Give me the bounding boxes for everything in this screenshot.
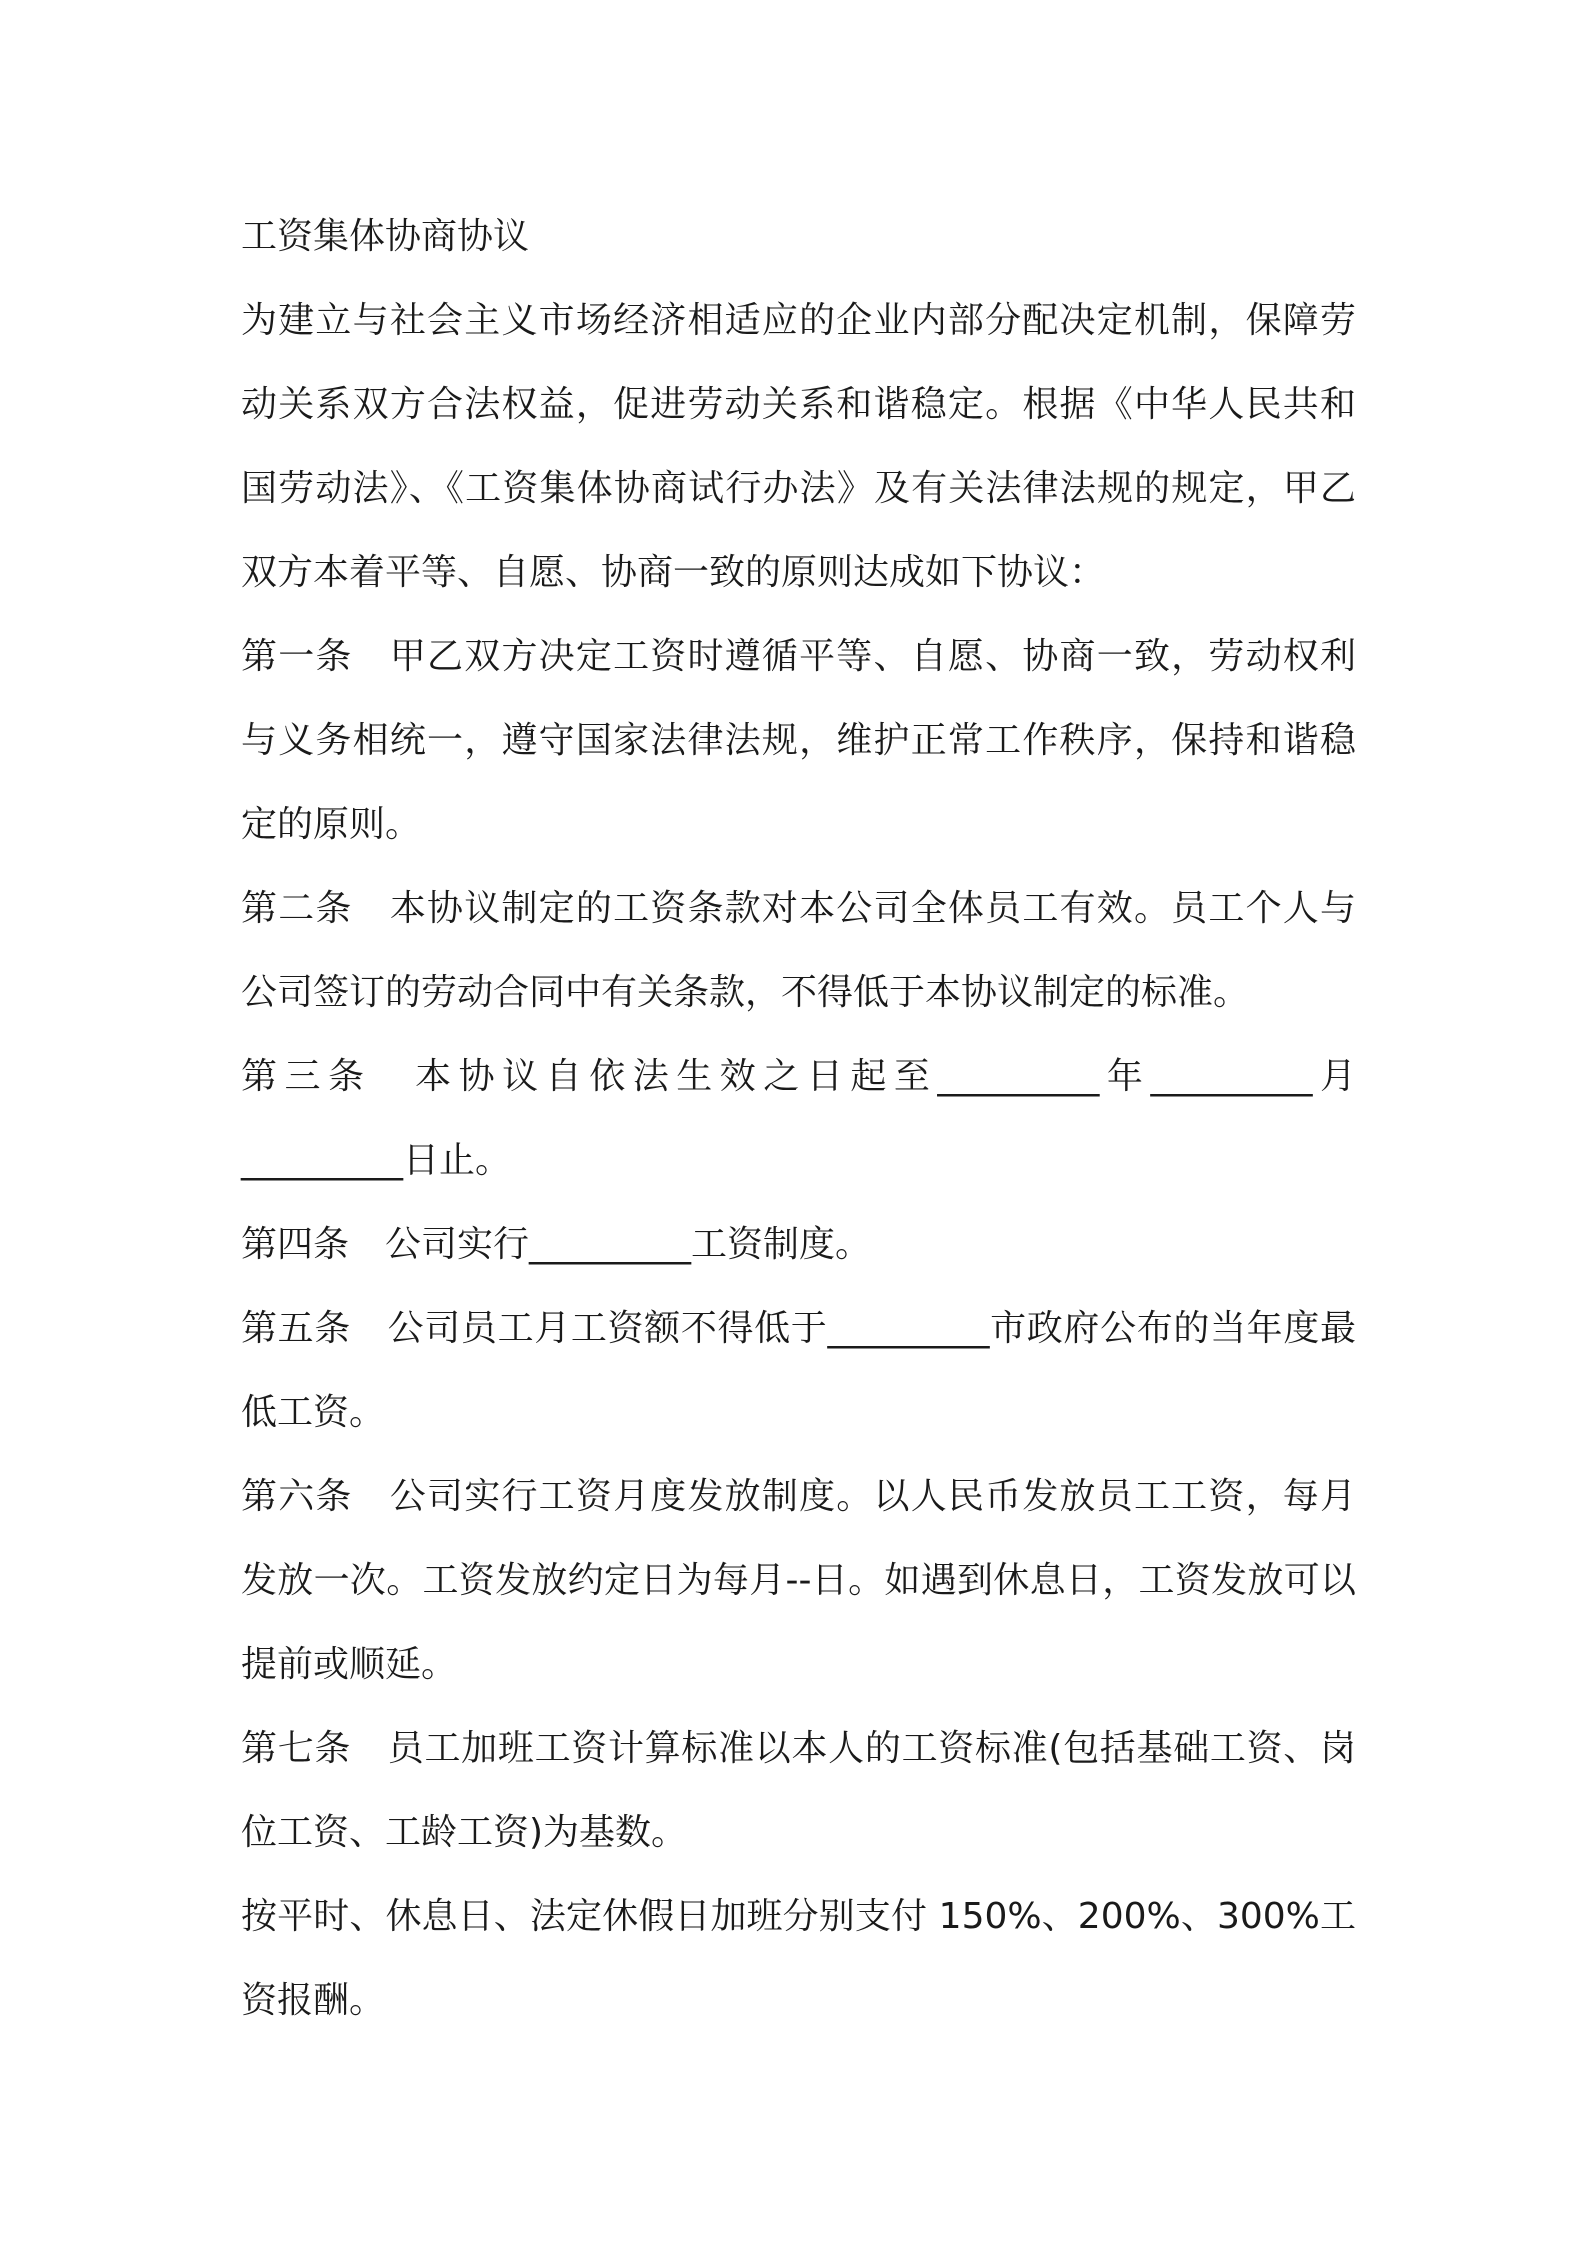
article-6-paragraph: 第六条 公司实行工资月度发放制度。以人民币发放员工工资，每月发放一次。工资发放约定日为每月--日。如遇到休息日，工资发放可以提前或顺延。 <box>241 1476 1356 1685</box>
preamble-paragraph: 为建立与社会主义市场经济相适应的企业内部分配决定机制，保障劳动关系双方合法权益，促进劳动关系和谐稳定。根据《中华人民共和国劳动法》、《工资集体协商试行办法》及有关法律法规的规定，甲乙双方本着平等、自愿、协商一致的原则达成如下协议： <box>241 300 1356 593</box>
article-7-paragraph: 第七条 员工加班工资计算标准以本人的工资标准(包括基础工资、岗位工资、工龄工资)为基数。 <box>241 1728 1356 1853</box>
article-5-paragraph: 第五条 公司员工月工资额不得低于_________市政府公布的当年度最低工资。 <box>241 1308 1356 1433</box>
overtime-rate-paragraph: 按平时、休息日、法定休假日加班分别支付 150%、200%、300%工资报酬。 <box>241 1896 1356 2021</box>
article-4-paragraph: 第四条 公司实行_________工资制度。 <box>241 1224 872 1265</box>
article-3-paragraph: 第三条 本协议自依法生效之日起至_________年_________月_________日止。 <box>241 1056 1356 1181</box>
article-1-paragraph: 第一条 甲乙双方决定工资时遵循平等、自愿、协商一致，劳动权利与义务相统一，遵守国家法律法规，维护正常工作秩序，保持和谐稳定的原则。 <box>241 636 1356 845</box>
article-2-paragraph: 第二条 本协议制定的工资条款对本公司全体员工有效。员工个人与公司签订的劳动合同中有关条款，不得低于本协议制定的标准。 <box>241 888 1356 1013</box>
document-title: 工资集体协商协议 <box>241 216 530 257</box>
document-page <box>241 195 1356 2043</box>
